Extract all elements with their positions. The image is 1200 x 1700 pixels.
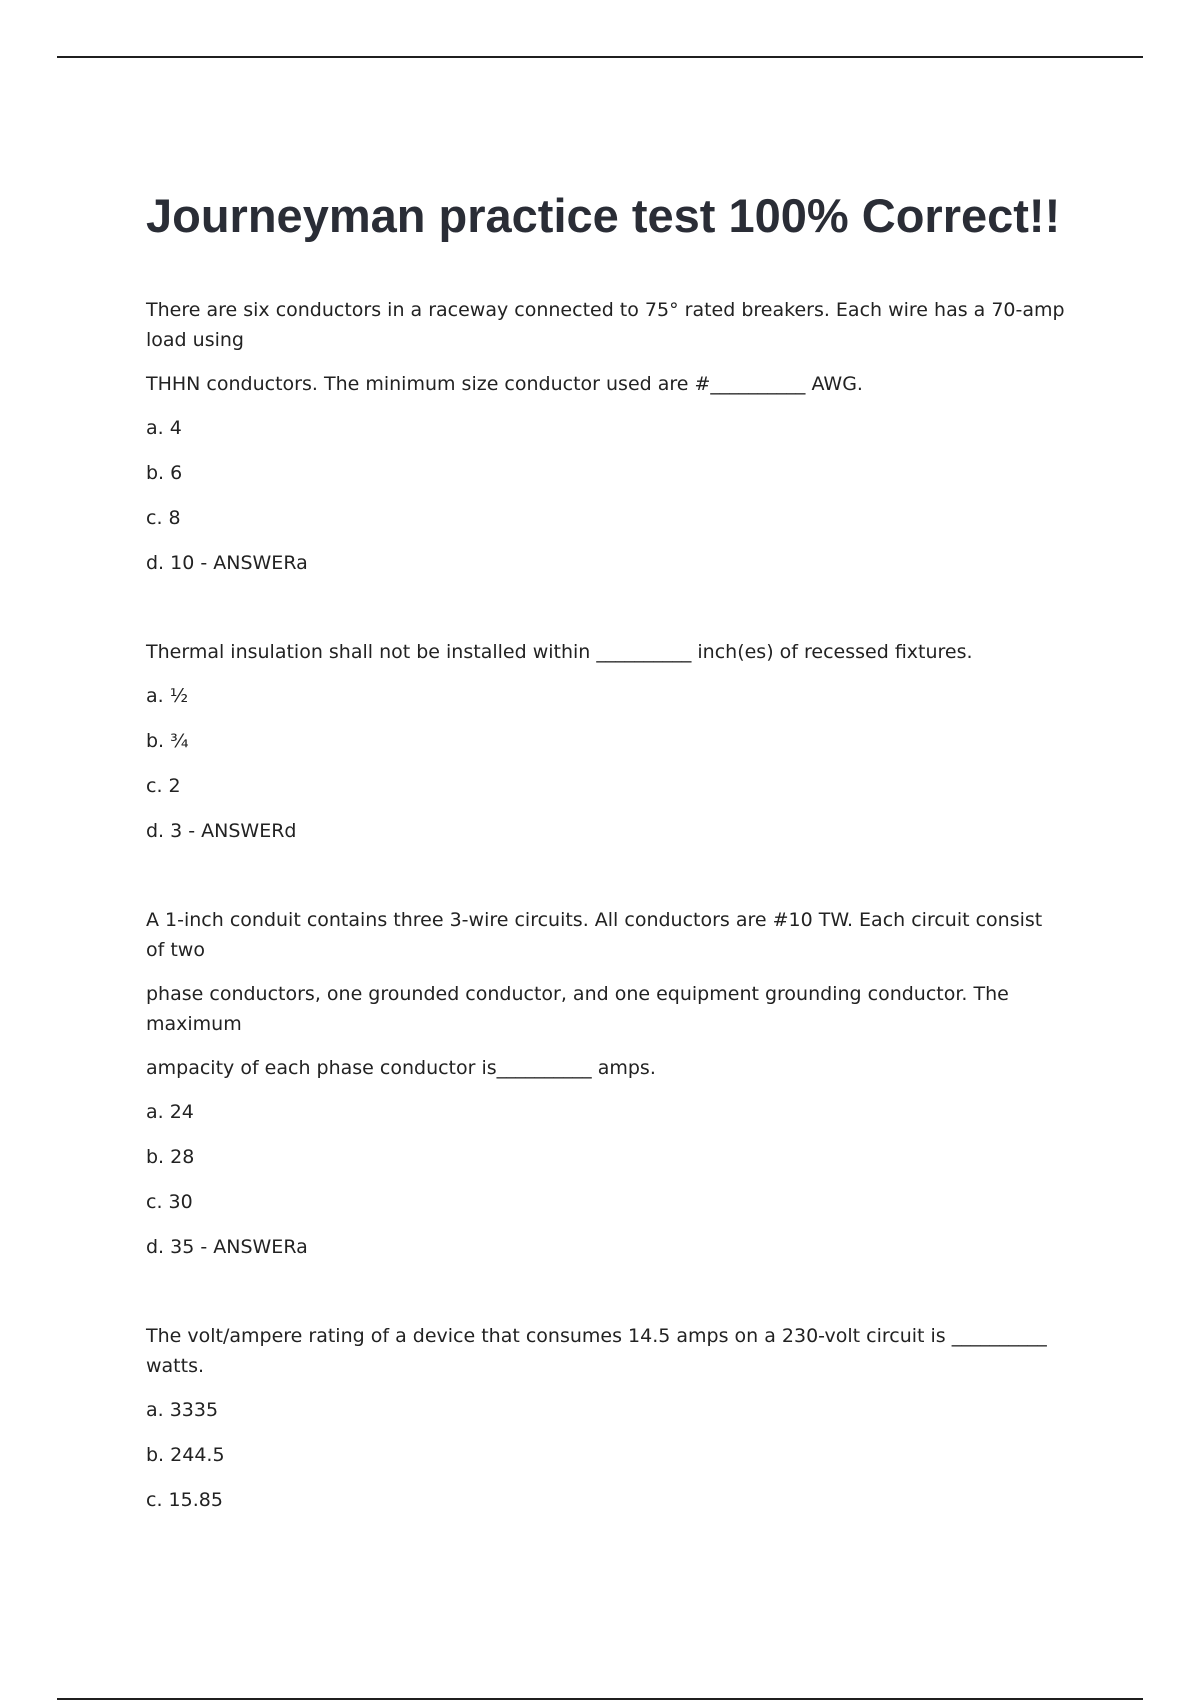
- question-1-option-c: c. 8: [146, 507, 181, 529]
- question-3-option-d: d. 35 - ANSWERa: [146, 1236, 308, 1258]
- question-4: [146, 1321, 1066, 1515]
- question-spacer: [146, 1277, 1066, 1321]
- header-rule: [57, 56, 1143, 58]
- question-spacer: [146, 861, 1066, 905]
- document-body: [146, 188, 1066, 1530]
- question-1-option-d: d. 10 - ANSWERa: [146, 552, 308, 574]
- question-1-option-a: a. 4: [146, 417, 182, 439]
- question-3-option-b: b. 28: [146, 1146, 195, 1168]
- question-1-line-2: THHN conductors. The minimum size conductor used are #__________ AWG.: [146, 373, 863, 395]
- question-4-option-a: a. 3335: [146, 1399, 219, 1421]
- question-2-option-a: a. ½: [146, 685, 189, 707]
- question-2-option-d: d. 3 - ANSWERd: [146, 820, 297, 842]
- question-2-line-1: Thermal insulation shall not be installed within __________ inch(es) of recessed fixtures.: [146, 641, 973, 663]
- question-3-line-2: phase conductors, one grounded conductor, and one equipment grounding conductor. The maximum: [146, 983, 1009, 1035]
- question-3: [146, 905, 1066, 1262]
- question-2: [146, 637, 1066, 846]
- question-3-option-c: c. 30: [146, 1191, 193, 1213]
- question-1: [146, 295, 1066, 578]
- question-4-option-c: c. 15.85: [146, 1489, 223, 1511]
- question-3-option-a: a. 24: [146, 1101, 194, 1123]
- question-4-option-b: b. 244.5: [146, 1444, 225, 1466]
- question-spacer: [146, 593, 1066, 637]
- question-2-option-c: c. 2: [146, 775, 181, 797]
- document-title: Journeyman practice test 100% Correct!!: [146, 189, 1061, 242]
- question-4-line-1: The volt/ampere rating of a device that consumes 14.5 amps on a 230-volt circuit is __________ watts.: [146, 1325, 1047, 1377]
- question-3-line-3: ampacity of each phase conductor is__________ amps.: [146, 1057, 656, 1079]
- question-1-line-1: There are six conductors in a raceway connected to 75° rated breakers. Each wire has a 70-amp load using: [146, 299, 1065, 351]
- question-2-option-b: b. ¾: [146, 730, 189, 752]
- question-3-line-1: A 1-inch conduit contains three 3-wire circuits. All conductors are #10 TW. Each circuit consist of two: [146, 909, 1043, 961]
- question-1-option-b: b. 6: [146, 462, 183, 484]
